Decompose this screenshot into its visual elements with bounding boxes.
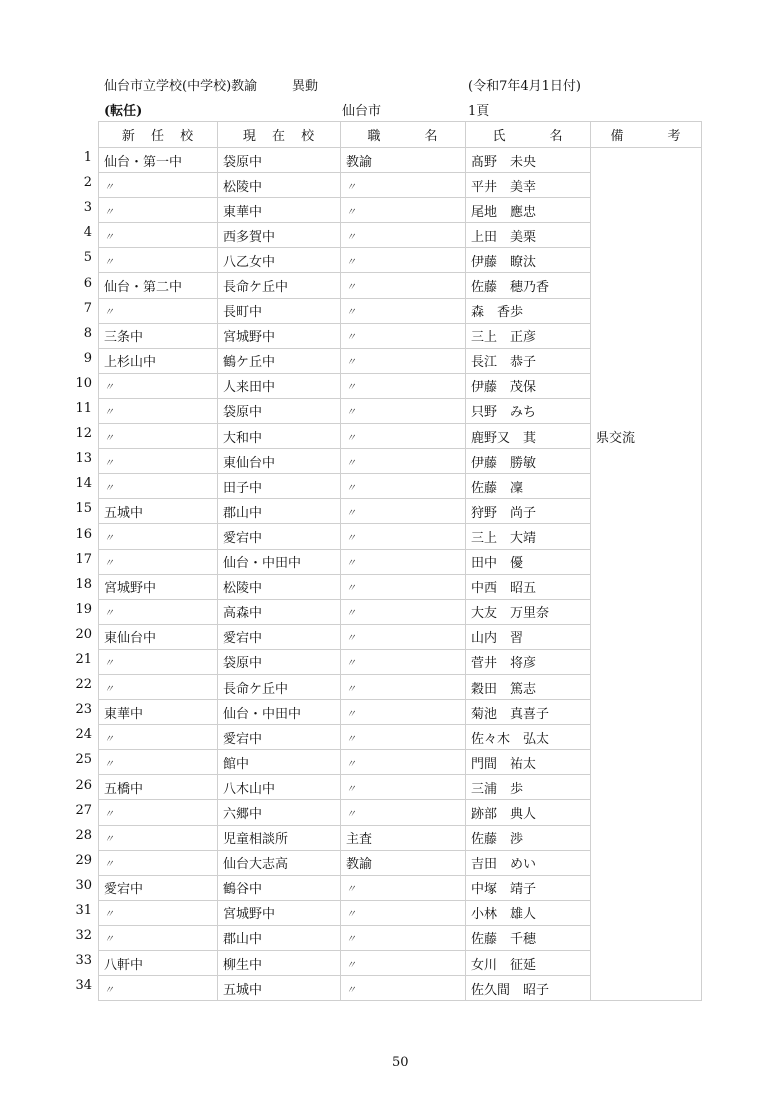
row-number: 21	[75, 652, 92, 667]
cell-new-school: 宮城野中	[99, 574, 218, 599]
cell-current-school: 田子中	[218, 474, 341, 499]
cell-new-school: 〃	[99, 549, 218, 574]
cell-remarks	[591, 850, 702, 875]
cell-current-school: 袋原中	[218, 398, 341, 423]
row-number: 19	[75, 601, 92, 617]
row-number: 27	[75, 802, 92, 818]
cell-remarks	[591, 574, 702, 599]
row-number: 10	[75, 375, 92, 391]
row-number: 22	[75, 677, 92, 693]
cell-new-school: 上杉山中	[99, 348, 218, 373]
cell-new-school: 東華中	[99, 700, 218, 725]
page-label: 1頁	[468, 104, 490, 119]
cell-remarks	[591, 700, 702, 725]
cell-name: 佐々木 弘太	[466, 725, 591, 750]
cell-name: 上田 美栗	[466, 223, 591, 248]
row-number: 14	[75, 476, 92, 492]
table-row	[99, 373, 702, 398]
cell-position: 〃	[341, 373, 466, 398]
cell-name: 狩野 尚子	[466, 499, 591, 524]
cell-position: 教諭	[341, 850, 466, 875]
cell-new-school: 〃	[99, 424, 218, 449]
cell-new-school: 〃	[99, 674, 218, 699]
col-current-school: 現 在 校	[218, 122, 341, 148]
cell-new-school: 〃	[99, 750, 218, 775]
cell-name: 中塚 靖子	[466, 875, 591, 900]
cell-position: 〃	[341, 223, 466, 248]
cell-new-school: 〃	[99, 850, 218, 875]
table-row	[99, 875, 702, 900]
cell-remarks	[591, 649, 702, 674]
cell-remarks	[591, 449, 702, 474]
cell-remarks	[591, 725, 702, 750]
cell-name: 長江 恭子	[466, 348, 591, 373]
cell-new-school: 〃	[99, 173, 218, 198]
document-type: 異動	[292, 79, 319, 94]
cell-new-school: 〃	[99, 198, 218, 223]
cell-current-school: 鶴谷中	[218, 875, 341, 900]
cell-current-school: 松陵中	[218, 173, 341, 198]
cell-name: 鹿野又 萁	[466, 424, 591, 449]
cell-current-school: 鶴ケ丘中	[218, 348, 341, 373]
row-number: 17	[75, 551, 92, 567]
cell-current-school: 郡山中	[218, 925, 341, 950]
cell-name: 菅井 将彦	[466, 649, 591, 674]
cell-position: 〃	[341, 951, 466, 976]
cell-remarks	[591, 173, 702, 198]
table-row	[99, 323, 702, 348]
row-number: 26	[75, 777, 92, 793]
cell-new-school: 〃	[99, 524, 218, 549]
cell-position: 〃	[341, 649, 466, 674]
table-row	[99, 298, 702, 323]
table-row	[99, 825, 702, 850]
cell-name: 田中 優	[466, 549, 591, 574]
row-number: 33	[75, 953, 92, 969]
cell-name: 菊池 真喜子	[466, 700, 591, 725]
cell-remarks	[591, 373, 702, 398]
cell-remarks	[591, 198, 702, 223]
cell-remarks	[591, 223, 702, 248]
table-row	[99, 173, 702, 198]
cell-name: 門間 祐太	[466, 750, 591, 775]
row-number: 30	[75, 877, 92, 893]
table-row	[99, 198, 702, 223]
cell-new-school: 〃	[99, 925, 218, 950]
table-row	[99, 800, 702, 825]
cell-new-school: 〃	[99, 449, 218, 474]
cell-new-school: 〃	[99, 725, 218, 750]
cell-position: 〃	[341, 398, 466, 423]
cell-current-school: 東華中	[218, 198, 341, 223]
cell-current-school: 袋原中	[218, 649, 341, 674]
transfer-table	[98, 121, 702, 1001]
table-row	[99, 900, 702, 925]
cell-current-school: 大和中	[218, 424, 341, 449]
row-number: 3	[83, 200, 92, 216]
page-number: 50	[392, 1055, 409, 1070]
table-row	[99, 449, 702, 474]
row-number: 25	[75, 752, 92, 768]
cell-current-school: 五城中	[218, 976, 341, 1001]
cell-name: 伊藤 勝敏	[466, 449, 591, 474]
table-row	[99, 649, 702, 674]
cell-position: 〃	[341, 750, 466, 775]
cell-position: 〃	[341, 424, 466, 449]
cell-position: 〃	[341, 976, 466, 1001]
cell-current-school: 長命ケ丘中	[218, 273, 341, 298]
table-row	[99, 700, 702, 725]
row-number: 18	[75, 576, 92, 592]
table-row	[99, 248, 702, 273]
table-row	[99, 474, 702, 499]
row-number: 9	[83, 350, 92, 366]
cell-current-school: 長町中	[218, 298, 341, 323]
cell-name: 髙野 未央	[466, 148, 591, 173]
col-position: 職 名	[341, 122, 466, 148]
col-new-school: 新 任 校	[99, 122, 218, 148]
cell-name: 尾地 應忠	[466, 198, 591, 223]
cell-new-school: 五城中	[99, 499, 218, 524]
cell-remarks	[591, 775, 702, 800]
row-number: 23	[75, 702, 92, 718]
table-row	[99, 148, 702, 173]
cell-name: 大友 万里奈	[466, 599, 591, 624]
cell-remarks	[591, 248, 702, 273]
cell-current-school: 仙台大志高	[218, 850, 341, 875]
row-number: 5	[83, 250, 92, 266]
cell-new-school: 〃	[99, 298, 218, 323]
cell-position: 〃	[341, 775, 466, 800]
cell-name: 佐久間 昭子	[466, 976, 591, 1001]
cell-current-school: 八乙女中	[218, 248, 341, 273]
cell-new-school: 〃	[99, 649, 218, 674]
cell-name: 只野 みち	[466, 398, 591, 423]
cell-current-school: 人来田中	[218, 373, 341, 398]
cell-new-school: 〃	[99, 825, 218, 850]
cell-position: 教諭	[341, 148, 466, 173]
cell-new-school: 八軒中	[99, 951, 218, 976]
cell-remarks	[591, 499, 702, 524]
cell-position: 〃	[341, 173, 466, 198]
cell-new-school: 〃	[99, 900, 218, 925]
cell-current-school: 松陵中	[218, 574, 341, 599]
cell-current-school: 柳生中	[218, 951, 341, 976]
cell-new-school: 〃	[99, 474, 218, 499]
cell-current-school: 東仙台中	[218, 449, 341, 474]
cell-position: 〃	[341, 298, 466, 323]
cell-new-school: 〃	[99, 800, 218, 825]
table-row	[99, 976, 702, 1001]
cell-position: 〃	[341, 248, 466, 273]
cell-name: 佐藤 凜	[466, 474, 591, 499]
cell-name: 三上 大靖	[466, 524, 591, 549]
table-row	[99, 750, 702, 775]
cell-name: 吉田 めい	[466, 850, 591, 875]
row-number: 8	[83, 325, 92, 341]
row-number: 13	[75, 451, 92, 467]
cell-name: 穀田 篤志	[466, 674, 591, 699]
cell-current-school: 西多賀中	[218, 223, 341, 248]
cell-current-school: 児童相談所	[218, 825, 341, 850]
cell-name: 佐藤 千穂	[466, 925, 591, 950]
cell-name: 三上 正彦	[466, 323, 591, 348]
cell-remarks	[591, 800, 702, 825]
cell-current-school: 仙台・中田中	[218, 549, 341, 574]
cell-new-school: 〃	[99, 599, 218, 624]
cell-new-school: 愛宕中	[99, 875, 218, 900]
row-number: 4	[83, 225, 92, 241]
cell-remarks	[591, 599, 702, 624]
cell-position: 〃	[341, 700, 466, 725]
row-number: 16	[75, 526, 92, 542]
table-row	[99, 624, 702, 649]
cell-name: 伊藤 瞭汰	[466, 248, 591, 273]
cell-current-school: 愛宕中	[218, 725, 341, 750]
cell-current-school: 郡山中	[218, 499, 341, 524]
cell-current-school: 六郷中	[218, 800, 341, 825]
table-header-row	[99, 122, 702, 148]
table-row	[99, 398, 702, 423]
cell-remarks	[591, 148, 702, 173]
row-number: 20	[75, 626, 92, 642]
table-row	[99, 599, 702, 624]
cell-name: 平井 美幸	[466, 173, 591, 198]
cell-remarks	[591, 348, 702, 373]
cell-position: 〃	[341, 925, 466, 950]
table-row	[99, 499, 702, 524]
table-row	[99, 951, 702, 976]
cell-new-school: 五橋中	[99, 775, 218, 800]
effective-date: (令和7年4月1日付)	[468, 79, 581, 94]
cell-name: 跡部 典人	[466, 800, 591, 825]
cell-position: 〃	[341, 198, 466, 223]
cell-current-school: 宮城野中	[218, 323, 341, 348]
cell-current-school: 仙台・中田中	[218, 700, 341, 725]
cell-current-school: 館中	[218, 750, 341, 775]
cell-current-school: 高森中	[218, 599, 341, 624]
cell-remarks	[591, 474, 702, 499]
table-row	[99, 925, 702, 950]
cell-remarks	[591, 825, 702, 850]
cell-name: 佐藤 穂乃香	[466, 273, 591, 298]
cell-remarks: 県交流	[591, 424, 702, 449]
table-row	[99, 850, 702, 875]
cell-new-school: 東仙台中	[99, 624, 218, 649]
cell-new-school: 〃	[99, 248, 218, 273]
cell-name: 小林 雄人	[466, 900, 591, 925]
cell-position: 〃	[341, 549, 466, 574]
cell-name: 伊藤 茂保	[466, 373, 591, 398]
cell-position: 主査	[341, 825, 466, 850]
cell-remarks	[591, 549, 702, 574]
table-row	[99, 725, 702, 750]
cell-current-school: 八木山中	[218, 775, 341, 800]
cell-new-school: 〃	[99, 223, 218, 248]
cell-remarks	[591, 398, 702, 423]
cell-position: 〃	[341, 474, 466, 499]
row-number: 1	[83, 150, 92, 165]
cell-remarks	[591, 524, 702, 549]
cell-position: 〃	[341, 348, 466, 373]
cell-remarks	[591, 298, 702, 323]
cell-remarks	[591, 323, 702, 348]
cell-current-school: 愛宕中	[218, 624, 341, 649]
cell-remarks	[591, 925, 702, 950]
cell-name: 中西 昭五	[466, 574, 591, 599]
cell-position: 〃	[341, 800, 466, 825]
table-row	[99, 524, 702, 549]
cell-position: 〃	[341, 273, 466, 298]
row-number: 7	[83, 300, 92, 316]
table-row	[99, 348, 702, 373]
cell-position: 〃	[341, 725, 466, 750]
cell-remarks	[591, 273, 702, 298]
cell-current-school: 長命ケ丘中	[218, 674, 341, 699]
cell-position: 〃	[341, 524, 466, 549]
cell-new-school: 仙台・第一中	[99, 148, 218, 173]
cell-name: 佐藤 渉	[466, 825, 591, 850]
cell-new-school: 〃	[99, 373, 218, 398]
cell-name: 三浦 歩	[466, 775, 591, 800]
cell-position: 〃	[341, 574, 466, 599]
table-row	[99, 775, 702, 800]
table-row	[99, 674, 702, 699]
cell-new-school: 〃	[99, 976, 218, 1001]
category-label: (転任)	[104, 104, 143, 119]
row-number: 31	[75, 903, 92, 918]
cell-remarks	[591, 624, 702, 649]
cell-new-school: 仙台・第二中	[99, 273, 218, 298]
cell-position: 〃	[341, 323, 466, 348]
document-title: 仙台市立学校(中学校)教諭	[104, 79, 258, 94]
cell-position: 〃	[341, 599, 466, 624]
cell-current-school: 愛宕中	[218, 524, 341, 549]
table-row	[99, 424, 702, 449]
cell-position: 〃	[341, 449, 466, 474]
cell-new-school: 〃	[99, 398, 218, 423]
cell-remarks	[591, 750, 702, 775]
cell-remarks	[591, 875, 702, 900]
cell-position: 〃	[341, 499, 466, 524]
row-number: 6	[83, 275, 92, 291]
row-number: 29	[75, 852, 92, 868]
cell-name: 女川 征延	[466, 951, 591, 976]
col-name: 氏 名	[466, 122, 591, 148]
row-number: 15	[75, 501, 92, 517]
table-row	[99, 223, 702, 248]
table-row	[99, 273, 702, 298]
cell-remarks	[591, 900, 702, 925]
table-row	[99, 549, 702, 574]
city-label: 仙台市	[342, 104, 382, 119]
table-row	[99, 574, 702, 599]
row-number: 28	[75, 827, 92, 843]
row-number: 34	[75, 978, 92, 994]
cell-current-school: 袋原中	[218, 148, 341, 173]
row-number: 32	[75, 928, 92, 944]
cell-position: 〃	[341, 900, 466, 925]
cell-new-school: 三条中	[99, 323, 218, 348]
cell-name: 山内 習	[466, 624, 591, 649]
cell-position: 〃	[341, 674, 466, 699]
row-number: 12	[75, 426, 92, 442]
cell-position: 〃	[341, 875, 466, 900]
cell-current-school: 宮城野中	[218, 900, 341, 925]
cell-remarks	[591, 674, 702, 699]
cell-position: 〃	[341, 624, 466, 649]
cell-remarks	[591, 976, 702, 1001]
cell-remarks	[591, 951, 702, 976]
cell-name: 森 香歩	[466, 298, 591, 323]
row-number: 11	[75, 401, 92, 416]
row-number: 24	[75, 727, 92, 743]
row-number: 2	[83, 175, 92, 191]
col-remarks: 備 考	[591, 122, 702, 148]
